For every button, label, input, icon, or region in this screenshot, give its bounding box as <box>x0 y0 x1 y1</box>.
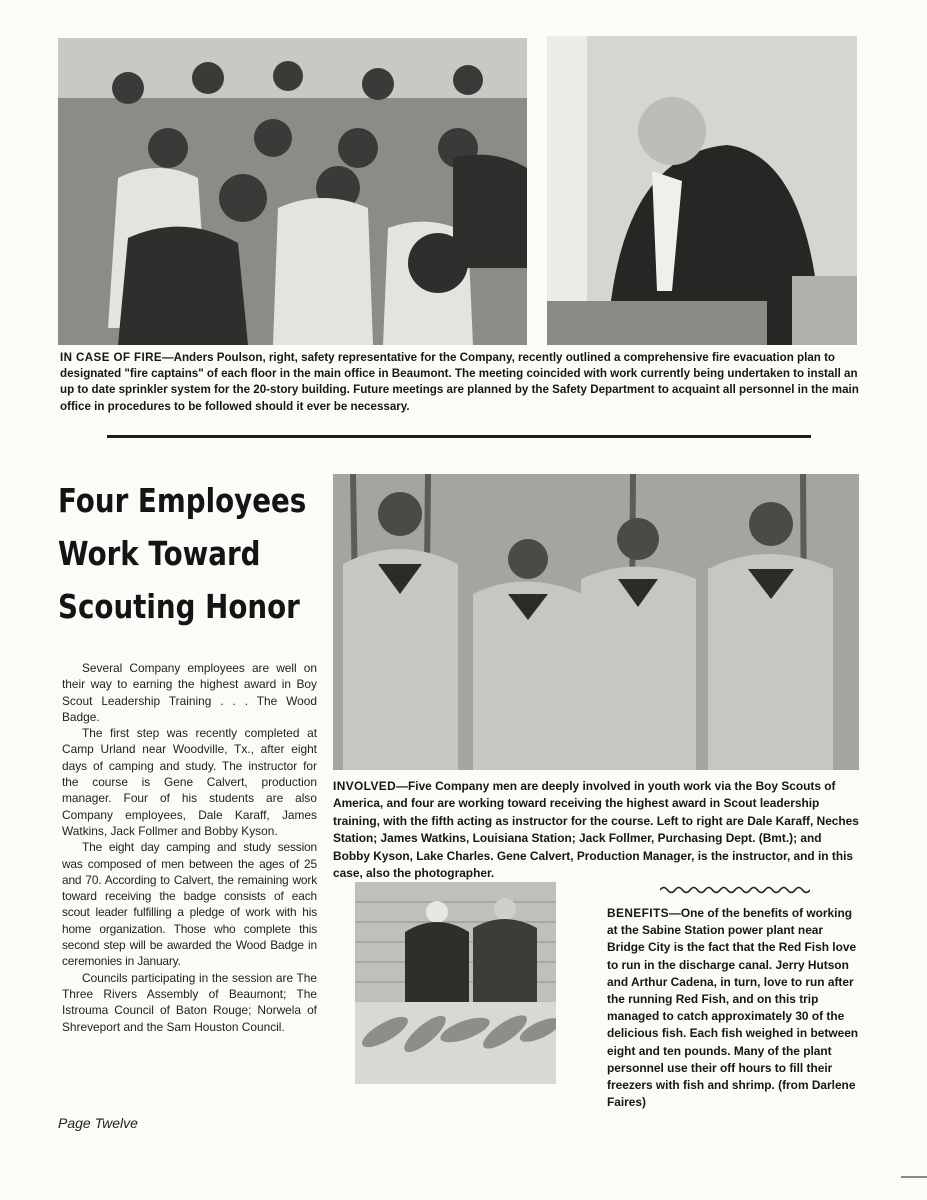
fire-caption-lead: IN CASE OF FIRE <box>60 351 162 364</box>
article-paragraph: The eight day camping and study session was composed of men between the ages of 25 and 70. According to Calvert, the remaining work toward receiving the badge consists of each scout leader fulfilling a pledge of work with his home organization. Those who complete this second step will be awarded the Wood Badge in ceremonies in January. <box>62 840 317 969</box>
section-divider <box>107 435 811 438</box>
speaker-at-podium-photo <box>547 36 857 345</box>
scout-caption-lead: INVOLVED <box>333 779 397 793</box>
headline-line-3: Scouting Honor <box>58 587 300 626</box>
fire-caption-text: —Anders Poulson, right, safety representative for the Company, recently outlined a comprehensive fire evacuation plan to designated "fire captains" of each floor in the main office in Beaumont. The meeting coincided with work currently being undertaken to install an up to date sprinkler system for the 20-story building. Future meetings are planned by the Safety Department to acquaint all personnel in the main office in procedures to be followed should it ever be necessary. <box>60 351 859 413</box>
headline-line-1: Four Employees <box>58 481 307 520</box>
article-paragraph: Councils participating in the session are The Three Rivers Assembly of Beaumont; The Istrouma Council of Baton Rouge; Norwela of Shreveport and the Sam Houston Council. <box>62 970 317 1034</box>
fishing-catch-photo <box>355 882 556 1084</box>
edge-mark <box>901 1176 927 1178</box>
decorative-squiggle <box>660 885 810 895</box>
benefits-caption-text: —One of the benefits of working at the Sabine Station power plant near Bridge City is the fact that the Red Fish love to run in the discharge canal. Jerry Hutson and Arthur Cadena, in turn, love to run after the running Red Fish, and on this trip managed to catch approximately 30 of the delicious fish. Each fish weighed in between eight and ten pounds. Many of the plant personnel use their off hours to fill their freezers with fish and shrimp. (from Darlene Faires) <box>607 906 859 1110</box>
page-number: Page Twelve <box>58 1115 138 1131</box>
scout-group-photo <box>333 474 859 770</box>
fire-caption <box>60 350 860 415</box>
benefits-caption-lead: BENEFITS <box>607 906 669 920</box>
article-paragraph: Several Company employees are well on their way to earning the highest award in Boy Scout Leadership Training . . . The Wood Badge. <box>62 661 317 724</box>
article-headline <box>58 474 307 633</box>
article-paragraph: The first step was recently completed at Camp Urland near Woodville, Tx., after eight days of camping and study. The instructor for the course is Gene Calvert, production manager. Four of his students are also Company employees, Dale Karaff, James Watkins, Jack Follmer and Bobby Kyson. <box>62 726 317 838</box>
benefits-caption <box>607 905 860 1111</box>
scout-caption-text: —Five Company men are deeply involved in youth work via the Boy Scouts of America, and four are working toward receiving the highest award in Scout leadership training, with the fifth acting as instructor for the course. Left to right are Dale Karaff, Neches Station; James Watkins, Louisiana Station; Jack Follmer, Purchasing Dept. (Bmt.); and Bobby Kyson, Lake Charles. Gene Calvert, Production Manager, is the instructor, and in this case, also the photographer. <box>333 779 859 881</box>
scout-caption <box>333 778 860 882</box>
meeting-audience-photo <box>58 38 527 345</box>
article-body <box>62 660 317 1035</box>
headline-line-2: Work Toward <box>58 534 261 573</box>
